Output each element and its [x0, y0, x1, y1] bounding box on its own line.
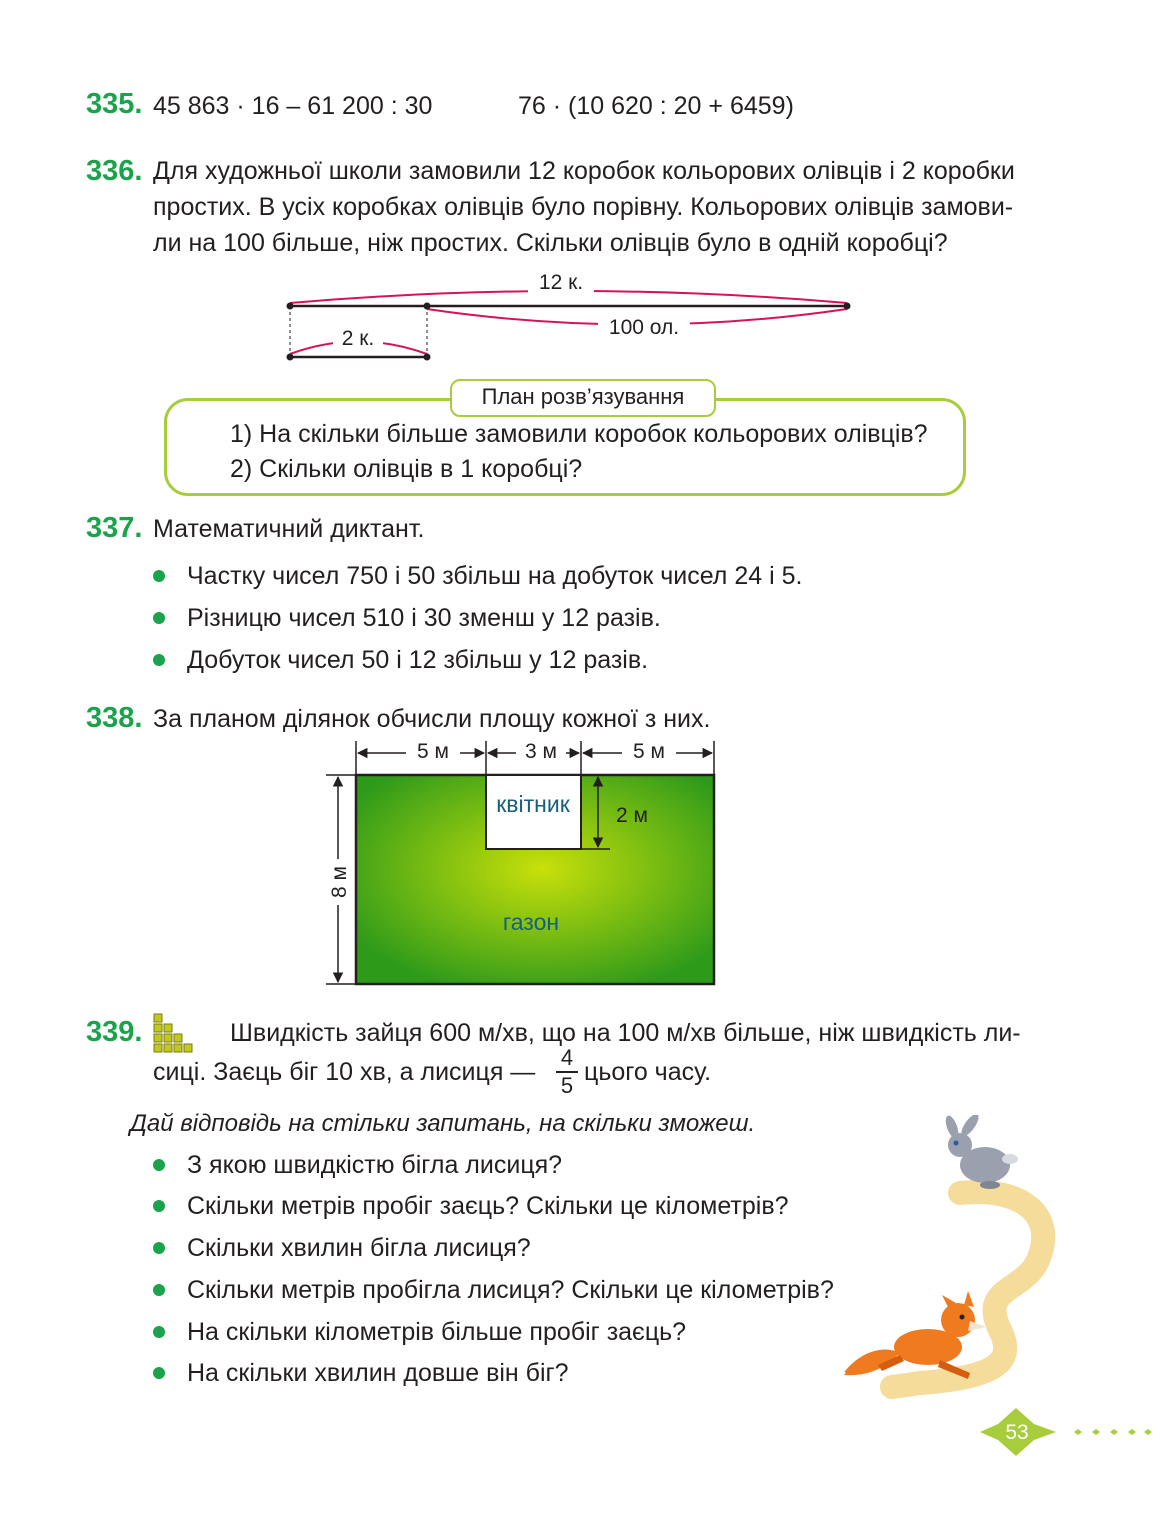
difficulty-blocks-icon [153, 1013, 199, 1055]
bullet [153, 654, 165, 666]
question-item: З якою швидкістю бігла лисиця? [187, 1151, 563, 1179]
flower-bed-label: квітник [496, 791, 570, 817]
plan-step-1: 1) На скільки більше замовили коробок кольорових олівців? [230, 420, 928, 448]
dimension-label: 3 м [525, 740, 557, 763]
label-2-boxes: 2 к. [341, 327, 375, 350]
exercise-number-339: 339. [86, 1016, 143, 1048]
bullet [153, 612, 165, 624]
garden-plan [300, 733, 740, 993]
bullet [153, 570, 165, 582]
expression-2: 76 · (10 620 : 20 + 6459) [518, 92, 794, 120]
dimension-label: 2 м [616, 804, 648, 827]
problem-text-line: сиці. Заєць біг 10 хв, а лисиця — [153, 1058, 536, 1086]
bullet [153, 1326, 165, 1338]
page-number-badge [976, 1406, 1156, 1458]
fraction [556, 1047, 578, 1097]
segment-point [287, 354, 294, 361]
question-item: На скільки кілометрів більше пробіг заєць? [187, 1318, 687, 1346]
exercise-number-338: 338. [86, 702, 143, 734]
fraction-denominator: 5 [560, 1073, 574, 1098]
hare-fox-illustration [800, 1115, 1162, 1415]
bullet [153, 1200, 165, 1212]
hare-icon [943, 1115, 1018, 1189]
exercise-number-336: 336. [86, 155, 143, 187]
segment-diagram [280, 265, 870, 370]
problem-text-line: Для художньої школи замовили 12 коробок кольорових олівців і 2 коробки [153, 157, 1015, 185]
fraction-numerator: 4 [560, 1045, 574, 1070]
question-item: Скільки хвилин бігла лисиця? [187, 1234, 531, 1262]
problem-text-line: ли на 100 більше, ніж простих. Скільки олівців було в одній коробці? [153, 229, 948, 257]
exercise-title: За планом ділянок обчисли площу кожної з них. [153, 705, 711, 733]
exercise-number-337: 337. [86, 512, 143, 544]
dimension-label: 5 м [417, 740, 449, 763]
dimension-label: 5 м [633, 740, 665, 763]
instruction: Дай відповідь на стільки запитань, на скільки зможеш. [130, 1110, 756, 1137]
segment-point [424, 303, 431, 310]
list-item: Частку чисел 750 і 50 збільш на добуток чисел 24 і 5. [187, 562, 803, 590]
label-100-pencils: 100 ол. [608, 316, 680, 339]
bullet [153, 1284, 165, 1296]
question-item: Скільки метрів пробігла лисиця? Скільки це кілометрів? [187, 1276, 834, 1304]
plan-step-2: 2) Скільки олівців в 1 коробці? [230, 455, 583, 483]
bullet [153, 1367, 165, 1379]
list-item: Добуток чисел 50 і 12 збільш у 12 разів. [187, 646, 649, 674]
segment-point [844, 303, 851, 310]
bullet [153, 1159, 165, 1171]
lawn-label: газон [502, 909, 560, 935]
problem-text-line: Швидкість зайця 600 м/хв, що на 100 м/хв більше, ніж швидкість ли- [230, 1019, 1021, 1047]
label-12-boxes: 12 к. [538, 271, 584, 294]
expression-1: 45 863 · 16 – 61 200 : 30 [153, 92, 433, 120]
problem-text-line: простих. В усіх коробках олівців було порівну. Кольорових олівців замови- [153, 193, 1014, 221]
exercise-title: Математичний диктант. [153, 515, 425, 543]
bullet [153, 1242, 165, 1254]
segment-point [287, 303, 294, 310]
question-item: На скільки хвилин довше він біг? [187, 1359, 569, 1387]
segment-point [424, 354, 431, 361]
list-item: Різницю чисел 510 і 30 зменш у 12 разів. [187, 604, 661, 632]
page-number: 53 [1005, 1421, 1029, 1444]
question-item: Скільки метрів пробіг заєць? Скільки це кілометрів? [187, 1192, 789, 1220]
problem-text-line: цього часу. [584, 1058, 712, 1086]
exercise-number-335: 335. [86, 88, 143, 120]
plan-title: План розв’язування [450, 379, 716, 417]
dimension-label: 8 м [328, 866, 351, 898]
